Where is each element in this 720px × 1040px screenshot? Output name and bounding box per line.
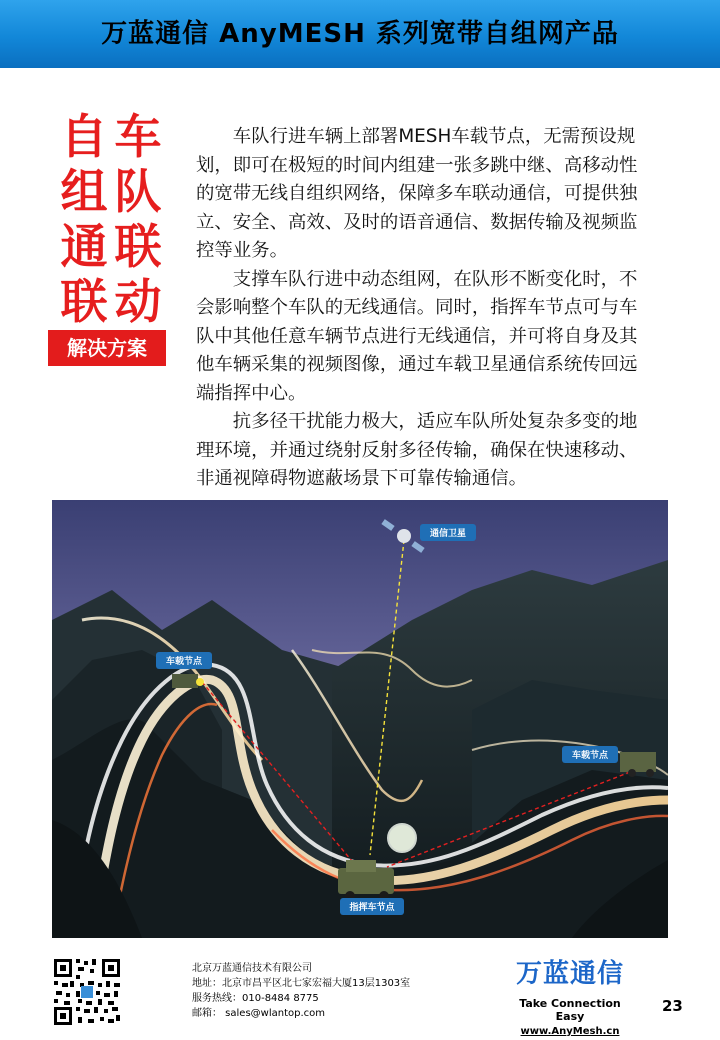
vertical-title-char: 联 (114, 220, 162, 275)
qr-code-icon (52, 957, 122, 1027)
vertical-title-char: 车 (114, 110, 162, 165)
company-name: 北京万蓝通信技术有限公司 (192, 963, 312, 974)
paragraph: 抗多径干扰能力极大，适应车队所处复杂多变的地理环境，并通过绕射反射多径传输，确保在快速移动、非通视障碍物遮蔽场景下可靠传输通信。 (196, 411, 638, 489)
brand-logo-text: 万蓝通信 (515, 959, 624, 989)
vertical-title-char: 联 (60, 275, 108, 330)
paragraph: 车队行进车辆上部署MESH车载节点，无需预设规划，即可在极短的时间内组建一张多跳中继、高移动性的宽带无线自组织网络，保障多车联动通信，可提供独立、安全、高效、及时的语音通信、数据传输及视频监控等业务。 (196, 126, 638, 261)
company-info (192, 961, 410, 1021)
satellite-label: 通信卫星 (429, 529, 467, 539)
brand-slogan: Take Connection Easy (519, 997, 621, 1023)
company-email: 邮箱： sales@wlantop.com (192, 1008, 326, 1019)
vertical-title-char: 通 (60, 220, 108, 275)
page-number: 23 (662, 997, 683, 1015)
map-thumbnail-icon (388, 824, 416, 852)
brand-block (510, 957, 630, 1037)
scene-illustration (52, 500, 668, 938)
paragraph: 支撑车队行进中动态组网，在队形不断变化时，不会影响整个车队的无线通信。同时，指挥车节点可与车队中其他任意车辆节点进行无线通信，并可将自身及其他车辆采集的视频图像，通过车载卫星通信系统传回远端指挥中心。 (196, 268, 638, 404)
vertical-title-char: 自 (60, 110, 108, 165)
solution-badge: 解决方案 (48, 330, 166, 366)
vertical-title-char: 组 (60, 165, 108, 220)
page-title: 万蓝通信 AnyMESH 系列宽带自组网产品 (101, 19, 619, 49)
vehicle-left-label: 车载节点 (165, 657, 203, 667)
vertical-title-right (112, 110, 164, 330)
body-text (196, 123, 646, 494)
vehicle-right-label: 车载节点 (571, 751, 609, 761)
vertical-title-char: 动 (114, 275, 162, 330)
vertical-title-char: 队 (114, 165, 162, 220)
brand-url-link[interactable]: www.AnyMesh.cn (520, 1026, 620, 1037)
company-hotline: 服务热线：010-8484 8775 (192, 993, 319, 1004)
convoy-scene-photo (52, 500, 668, 938)
vertical-title-left (58, 110, 110, 330)
company-address: 地址：北京市昌平区北七家宏福大厦13层1303室 (192, 978, 411, 989)
command-label: 指挥车节点 (349, 903, 395, 913)
qr-code (52, 957, 122, 1027)
